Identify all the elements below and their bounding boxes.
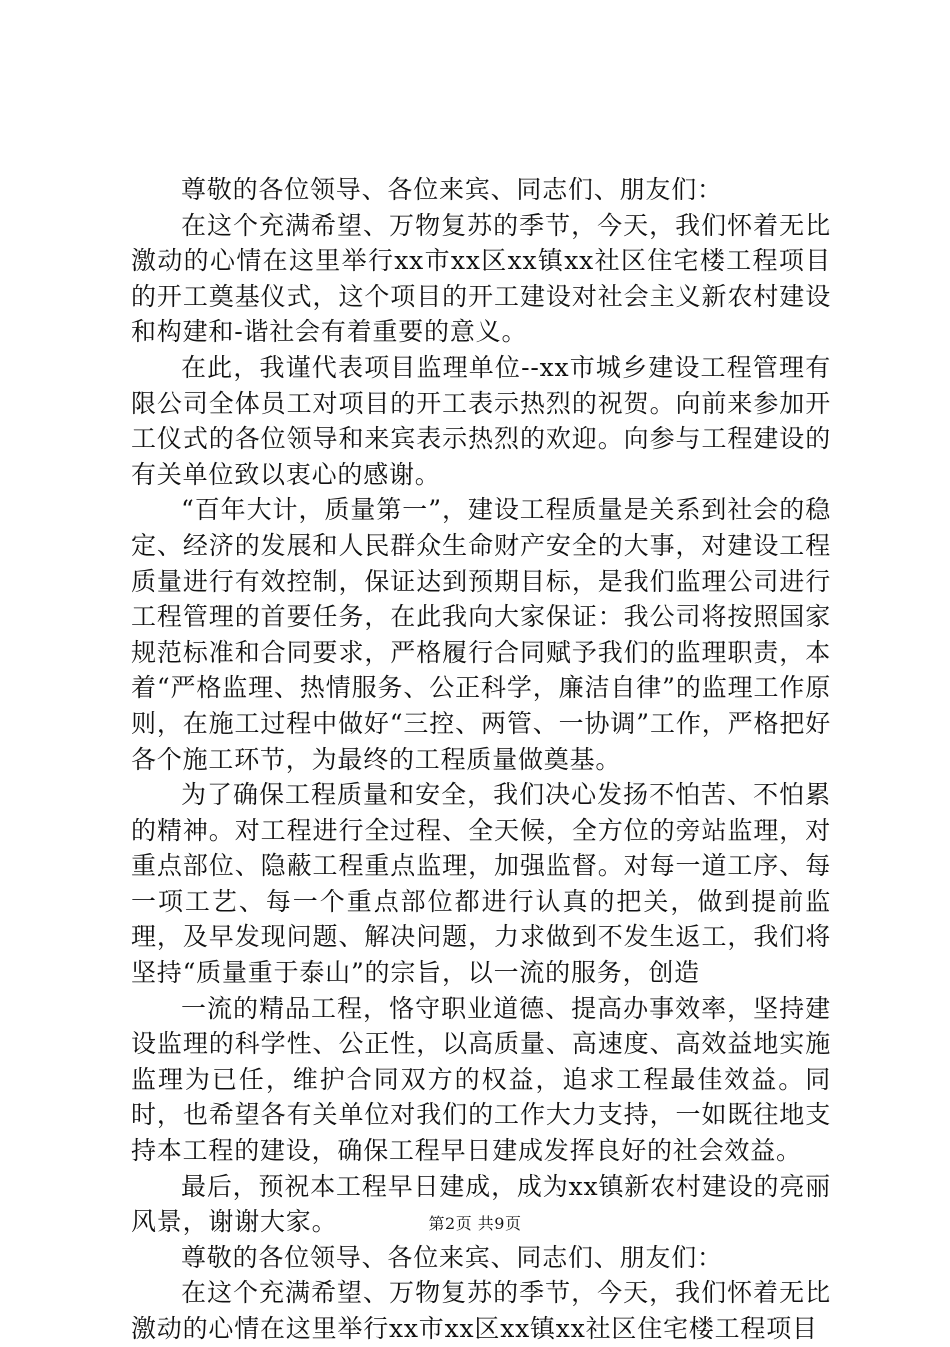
repeated-opening-paragraph: 在这个充满希望、万物复苏的季节，今天，我们怀着无比激动的心情在这里举行xx市xx区xx镇xx社区住宅楼工程项目 xyxy=(131,1278,831,1343)
opening-paragraph: 在这个充满希望、万物复苏的季节，今天，我们怀着无比激动的心情在这里举行xx市xx区xx镇xx社区住宅楼工程项目的开工奠基仪式，这个项目的开工建设对社会主义新农村建设和构建和-谐社会有着重要的意义。 xyxy=(131,210,831,347)
document-body xyxy=(131,172,831,1347)
closing-paragraph: 最后，预祝本工程早日建成，成为xx镇新农村建设的亮丽风景，谢谢大家。 xyxy=(131,1171,831,1237)
repeated-salutation-paragraph: 尊敬的各位领导、各位来宾、同志们、朋友们： xyxy=(181,1242,723,1272)
congratulation-paragraph: 在此，我谨代表项目监理单位--xx市城乡建设工程管理有限公司全体员工对项目的开工表示热烈的祝贺。向前来参加开工仪式的各位领导和来宾表示热烈的欢迎。向参与工程建设的有关单位致以衷心的感谢。 xyxy=(131,352,831,489)
quality-commitment-paragraph: “百年大计，质量第一”，建设工程质量是关系到社会的稳定、经济的发展和人民群众生命财产安全的大事，对建设工程质量进行有效控制，保证达到预期目标，是我们监理公司进行工程管理的首要任务，在此我向大家保证：我公司将按照国家规范标准和合同要求，严格履行合同赋予我们的监理职责，本着“严格监理、热情服务、公正科学，廉洁自律”的监理工作原则，在施工过程中做好“三控、两管、一协调”工作，严格把好各个施工环节，为最终的工程质量做奠基。 xyxy=(131,495,831,774)
page-number-footer: 第2页 共9页 xyxy=(428,1214,522,1233)
safety-commitment-paragraph: 为了确保工程质量和安全，我们决心发扬不怕苦、不怕累的精神。对工程进行全过程、全天候，全方位的旁站监理，对重点部位、隐蔽工程重点监理，加强监督。对每一道工序、每一项工艺、每一个重点部位都进行认真的把关，做到提前监理，及早发现问题、解决问题，力求做到不发生返工，我们将坚持“质量重于泰山”的宗旨，以一流的服务，创造 xyxy=(131,780,831,988)
project-goals-paragraph: 一流的精品工程，恪守职业道德、提高办事效率，坚持建设监理的科学性、公正性，以高质量、高速度、高效益地实施监理为已任，维护合同双方的权益，追求工程最佳效益。同时，也希望各有关单位对我们的工作大力支持，一如既往地支持本工程的建设，确保工程早日建成发挥良好的社会效益。 xyxy=(131,993,831,1166)
salutation-paragraph: 尊敬的各位领导、各位来宾、同志们、朋友们： xyxy=(181,175,723,204)
